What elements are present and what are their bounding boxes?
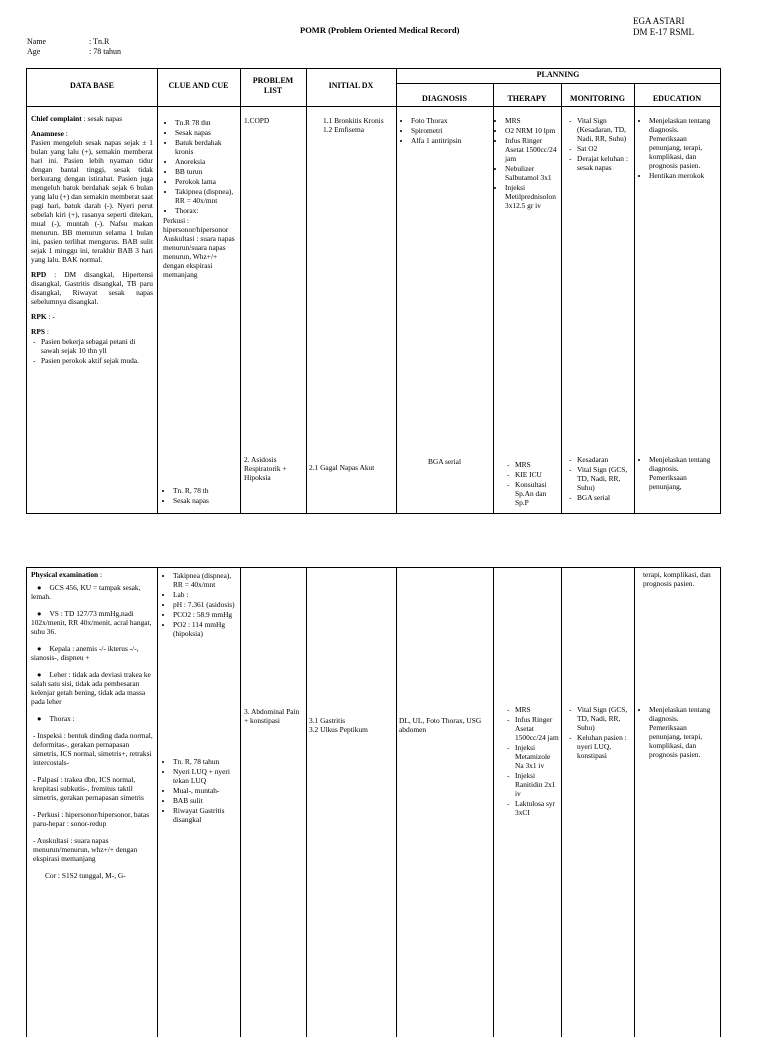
therapy-item: - Injeksi Ranitidin 2x1 iv — [515, 771, 559, 798]
clue-item: • Sesak napas — [175, 128, 237, 137]
monitoring-item: - BGA serial — [577, 493, 631, 502]
author-id: DM E-17 RSML — [633, 27, 695, 37]
clue-item: • BAB sulit — [173, 796, 237, 805]
diagnosis-cell-1 — [399, 116, 491, 146]
pe-item-text: GCS 456, KU = tampak sesak, lemah. — [31, 583, 141, 601]
clue-item: • Thorax: — [175, 206, 237, 215]
thorax-item: - Palpasi : trakea dbn, ICS normal, krepitasi subkutis-, fremitus taktil simetris, gerakan pernapasan simetris — [33, 775, 144, 802]
monitoring-item: - Derajat keluhan : sesak napas — [577, 154, 631, 172]
patient-name-label: Name — [27, 37, 47, 46]
rpk — [31, 312, 153, 321]
patient-age-label: Age — [27, 47, 41, 56]
education-cell-3 — [637, 705, 717, 760]
pe-item: ● Thorax : — [37, 714, 75, 723]
anamnesis-text: Pasien mengeluh sesak napas sejak ± 1 bulan yang lalu (+), semakin memberat hari ini. Pasien lebih nyaman tidur dengan bantal tinggi, sesak tidak berkurang dengan istirahat. Pasien juga mengeluh batuk berdahak sejak 6 bulan yang lalu (+) dan semakin memberat saat pagi hari, batuk darah (-). Nyeri perut sebelah kiri (+), rasanya seperti ditekan, mual (-), muntah (-). Nafsu makan menurun. BB menurun selama 1 bulan ini, pasien terlihat mengurus. BAB sulit sejak 1 minggu ini, terakhir BAB 3 hari yang lalu. BAK normal. — [31, 138, 153, 264]
diagnosis-2: BGA serial — [427, 457, 462, 466]
education-continued: terapi, komplikasi, dan prognosis pasien. — [643, 570, 711, 588]
chief-complaint — [31, 114, 153, 123]
therapy-item: • Nebulizer Salbutamol 3x1 — [505, 164, 559, 182]
database-cell-2 — [31, 570, 155, 888]
thorax-item: Cor : S1S2 tunggal, M-, G- — [45, 871, 126, 880]
clue-item: • BB turun — [175, 167, 237, 176]
therapy-item: • O2 NRM 10 lpm — [505, 126, 559, 135]
clue-item: • Takipnea (dispnea), RR = 40x/mnt — [175, 187, 237, 205]
therapy-item: - MRS — [515, 460, 559, 469]
therapy-item: • Infus Ringer Asetat 1500cc/24 jam — [505, 136, 559, 163]
page-title: POMR (Problem Oriented Medical Record) — [300, 25, 460, 35]
author-block — [633, 16, 694, 38]
monitoring-item: - Sat O2 — [577, 144, 631, 153]
clue-item: • Takipnea (dispnea), RR = 40x/mnt — [173, 571, 237, 589]
rpd — [31, 270, 153, 306]
clue-item: • Batuk berdahak kronis — [175, 138, 237, 156]
diagnosis-3: DL, UL, Foto Thorax, USG abdomen — [399, 716, 482, 734]
chief-label: Chief complaint — [31, 114, 82, 123]
anamnesis-label: Anamnese — [31, 129, 64, 138]
monitoring-cell-1 — [565, 116, 631, 173]
column-header-initial: INITIAL DX — [328, 81, 374, 90]
pomr-table-page-2 — [26, 567, 721, 1037]
rpd-label: RPD — [31, 270, 47, 279]
therapy-item: - Injeksi Metamizole Na 3x1 iv — [515, 743, 559, 770]
author-name: EGA ASTARI — [633, 16, 685, 26]
clue-cell-4 — [161, 757, 237, 825]
rps-text: : — [44, 327, 49, 336]
monitoring-item: - Vital Sign (GCS, TD, Nadi, RR, Suhu) — [577, 465, 631, 492]
clue-item: • Nyeri LUQ + nyeri tekan LUQ — [173, 767, 237, 785]
rps-label: RPS — [31, 327, 45, 336]
clue-item: • PO2 : 114 mmHg (hipoksia) — [173, 620, 237, 638]
therapy-cell-2 — [499, 460, 559, 508]
clue-item: • pH : 7.361 (asidosis) — [173, 600, 237, 609]
patient-age-row — [27, 47, 121, 57]
rps-item: - Pasien perokok aktif sejak muda. — [41, 356, 153, 365]
column-header-diagnosis: DIAGNOSIS — [422, 94, 467, 103]
pe-item: ● Leher : tidak ada deviasi trakea ke salah satu sisi, tidak ada pembesaran kelenjar getah bening, tidak ada massa pada leher — [31, 670, 151, 706]
monitoring-item: - Vital Sign (GCS, TD, Nadi, RR, Suhu) — [577, 705, 631, 732]
physical-exam-label: Physical examination — [31, 570, 99, 579]
monitoring-cell-3 — [565, 705, 631, 761]
diagnosis-item: • Spirometri — [411, 126, 491, 135]
rps — [31, 327, 153, 336]
pe-item: ● VS : TD 127/73 mmHg,nadi 102x/menit, RR 40x/menit, acral hangat, suhu 36. — [31, 609, 152, 636]
clue-cell-2 — [161, 486, 237, 506]
column-header-database: DATA BASE — [70, 81, 114, 90]
rpd-text: : DM disangkal, Hipertensi disangkal, Gastritis disangkal, TB paru disangkal, Riwayat sesak napas sebelumnya disangkal. — [31, 270, 153, 306]
pe-item: ● Kepala : anemis -/- ikterus -/-, sianosis-, dispneu + — [31, 644, 139, 662]
thorax-item: - Inspeksi : bentuk dinding dada normal, deformitas-, gerakan pernapasan simetris, ICS normal, simetris+, retraksi intercostals- — [33, 731, 153, 767]
patient-info — [27, 37, 121, 57]
therapy-item: - Infus Ringer Asetat 1500cc/24 jam — [515, 715, 559, 742]
column-header-education: EDUCATION — [652, 94, 702, 103]
problem-2: 2. Asidosis Respiratorik + Hipoksia — [244, 455, 287, 482]
clue-thorax-detail: Perkusi : hipersonor/hipersonor Auskultasi : suara napas menurun/suara napas menurun, Whz+/+ dengan ekspirasi memanjang — [163, 216, 235, 279]
clue-item: • Mual-, muntah- — [173, 786, 237, 795]
therapy-item: - Konsultasi Sp.An dan Sp.P — [515, 480, 559, 507]
pe-item-text: VS : TD 127/73 mmHg,nadi 102x/menit, RR 40x/menit, acral hangat, suhu 36. — [31, 609, 152, 636]
physical-exam-text: : — [98, 570, 103, 579]
therapy-item: • MRS — [505, 116, 559, 125]
pomr-table-page-1 — [26, 68, 721, 514]
chief-text: : sesak napas — [81, 114, 123, 123]
pe-item-text: Kepala : anemis -/- ikterus -/-, sianosis-, dispneu + — [31, 644, 139, 662]
initial-dx-2: 2.1 Gagal Napas Akut — [309, 463, 375, 472]
thorax-item: - Perkusi : hipersonor/hipersonor, batas paru-hepar : sonor-redup — [33, 810, 150, 828]
pe-item-text: Thorax : — [49, 714, 75, 723]
monitoring-item: - Vital Sign (Kesadaran, TD, Nadi, RR, Suhu) — [577, 116, 631, 143]
column-header-monitoring: MONITORING — [570, 94, 625, 103]
therapy-cell-3 — [499, 705, 559, 818]
clue-item: • Tn. R, 78 th — [173, 486, 237, 495]
problem-1: 1.COPD — [244, 116, 270, 125]
clue-item: • Tn. R, 78 tahun — [173, 757, 237, 766]
therapy-item: - MRS — [515, 705, 559, 714]
education-item: • Menjelaskan tentang diagnosis. Pemeriksaan penunjang, terapi, komplikasi, dan prognosis pasien. — [649, 705, 717, 759]
clue-item: • Sesak napas — [173, 496, 237, 505]
column-header-planning: PLANNING — [536, 70, 580, 79]
clue-item: • Perokok lama — [175, 177, 237, 186]
education-item: • Menjelaskan tentang diagnosis. Pemeriksaan penunjang, terapi, komplikasi, dan prognosis pasien. — [649, 116, 717, 170]
diagnosis-item: • Foto Thorax — [411, 116, 491, 125]
diagnosis-item: • Alfa 1 antitripsin — [411, 136, 491, 145]
column-header-therapy: THERAPY — [507, 94, 547, 103]
database-cell-1: Chief complaint : sesak napas Anamnese : Pasien mengeluh sesak napas sejak ± 1 bulan yang lalu (+), semakin memberat hari ini. Pasien lebih nyaman tidur dengan bantal tinggi, sesak tidak berkurang dengan istirahat. Pasien juga mengeluh batuk berdahak sejak 6 bulan yang lalu (+) dan semakin memberat saat pagi hari, batuk darah (-). Nyeri perut sebelah kiri (+), rasanya seperti ditekan, mual (-), muntah (-). Nafsu makan menurun. BB menurun selama 1 bulan ini, pasien terlihat mengurus. BAB sulit sejak 1 minggu ini, terakhir BAB 3 hari yang lalu. BAK normal. RPD : DM disangkal, Hipertensi disangkal, Gastritis disangkal, TB paru disangkal, Riwayat sesak napas sebelumnya disangkal. RPK : - RPS : - Pasien bekerja sebagai petani di sawah sejak 10 thn yll - Pasien perokok aktif sejak muda. — [31, 114, 153, 366]
clue-cell-3 — [161, 571, 237, 639]
problem-3: 3. Abdominal Pain + konstipasi — [244, 707, 300, 725]
initial-dx-3: 3.1 Gastritis 3.2 Ulkus Peptikum — [309, 716, 368, 734]
initial-dx-1: 1.1 Bronkitis Kronis 1.2 Emfisema — [323, 116, 384, 134]
patient-age-value: : 78 tahun — [89, 47, 121, 56]
column-header-problem: PROBLEM LIST — [252, 76, 294, 95]
therapy-item: - KIE ICU — [515, 470, 559, 479]
clue-item: • Riwayat Gastritis disangkal — [173, 806, 237, 824]
education-item: • Menjelaskan tentang diagnosis. Pemeriksaan penunjang, — [649, 455, 717, 491]
clue-item: • Lab : — [173, 590, 237, 599]
education-cell-1 — [637, 116, 717, 181]
patient-name-row — [27, 37, 121, 47]
therapy-item: • Injeksi Metilprednisolon 3x12.5 gr iv — [505, 183, 559, 210]
clue-item: • Anoreksia — [175, 157, 237, 166]
education-cell-2 — [637, 455, 717, 492]
clue-item: • PCO2 : 58.9 mmHg — [173, 610, 237, 619]
clue-cell-1 — [161, 118, 237, 279]
thorax-item: - Auskultasi : suara napas menurun/menurun, whz+/+ dengan ekspirasi memanjang — [33, 836, 138, 863]
rps-item: - Pasien bekerja sebagai petani di sawah sejak 10 thn yll — [41, 337, 153, 355]
monitoring-item: - Kesadaran — [577, 455, 631, 464]
patient-name-value: : Tn.R — [89, 37, 110, 46]
pe-item-text: Leher : tidak ada deviasi trakea ke salah satu sisi, tidak ada pembesaran kelenjar getah bening, tidak ada massa pada leher — [31, 670, 151, 706]
therapy-item: - Laktulosa syr 3xCI — [515, 799, 559, 817]
rpk-label: RPK — [31, 312, 47, 321]
monitoring-cell-2 — [565, 455, 631, 503]
therapy-cell-1 — [497, 116, 559, 211]
monitoring-item: - Keluhan pasien : nyeri LUQ, konstipasi — [577, 733, 631, 760]
education-item: • Hentikan merokok — [649, 171, 717, 180]
clue-item: • Tn.R 78 thn — [175, 118, 237, 127]
pe-item: ● GCS 456, KU = tampak sesak, lemah. — [31, 583, 141, 601]
column-header-clue: CLUE AND CUE — [168, 81, 229, 90]
rpk-text: : - — [46, 312, 55, 321]
